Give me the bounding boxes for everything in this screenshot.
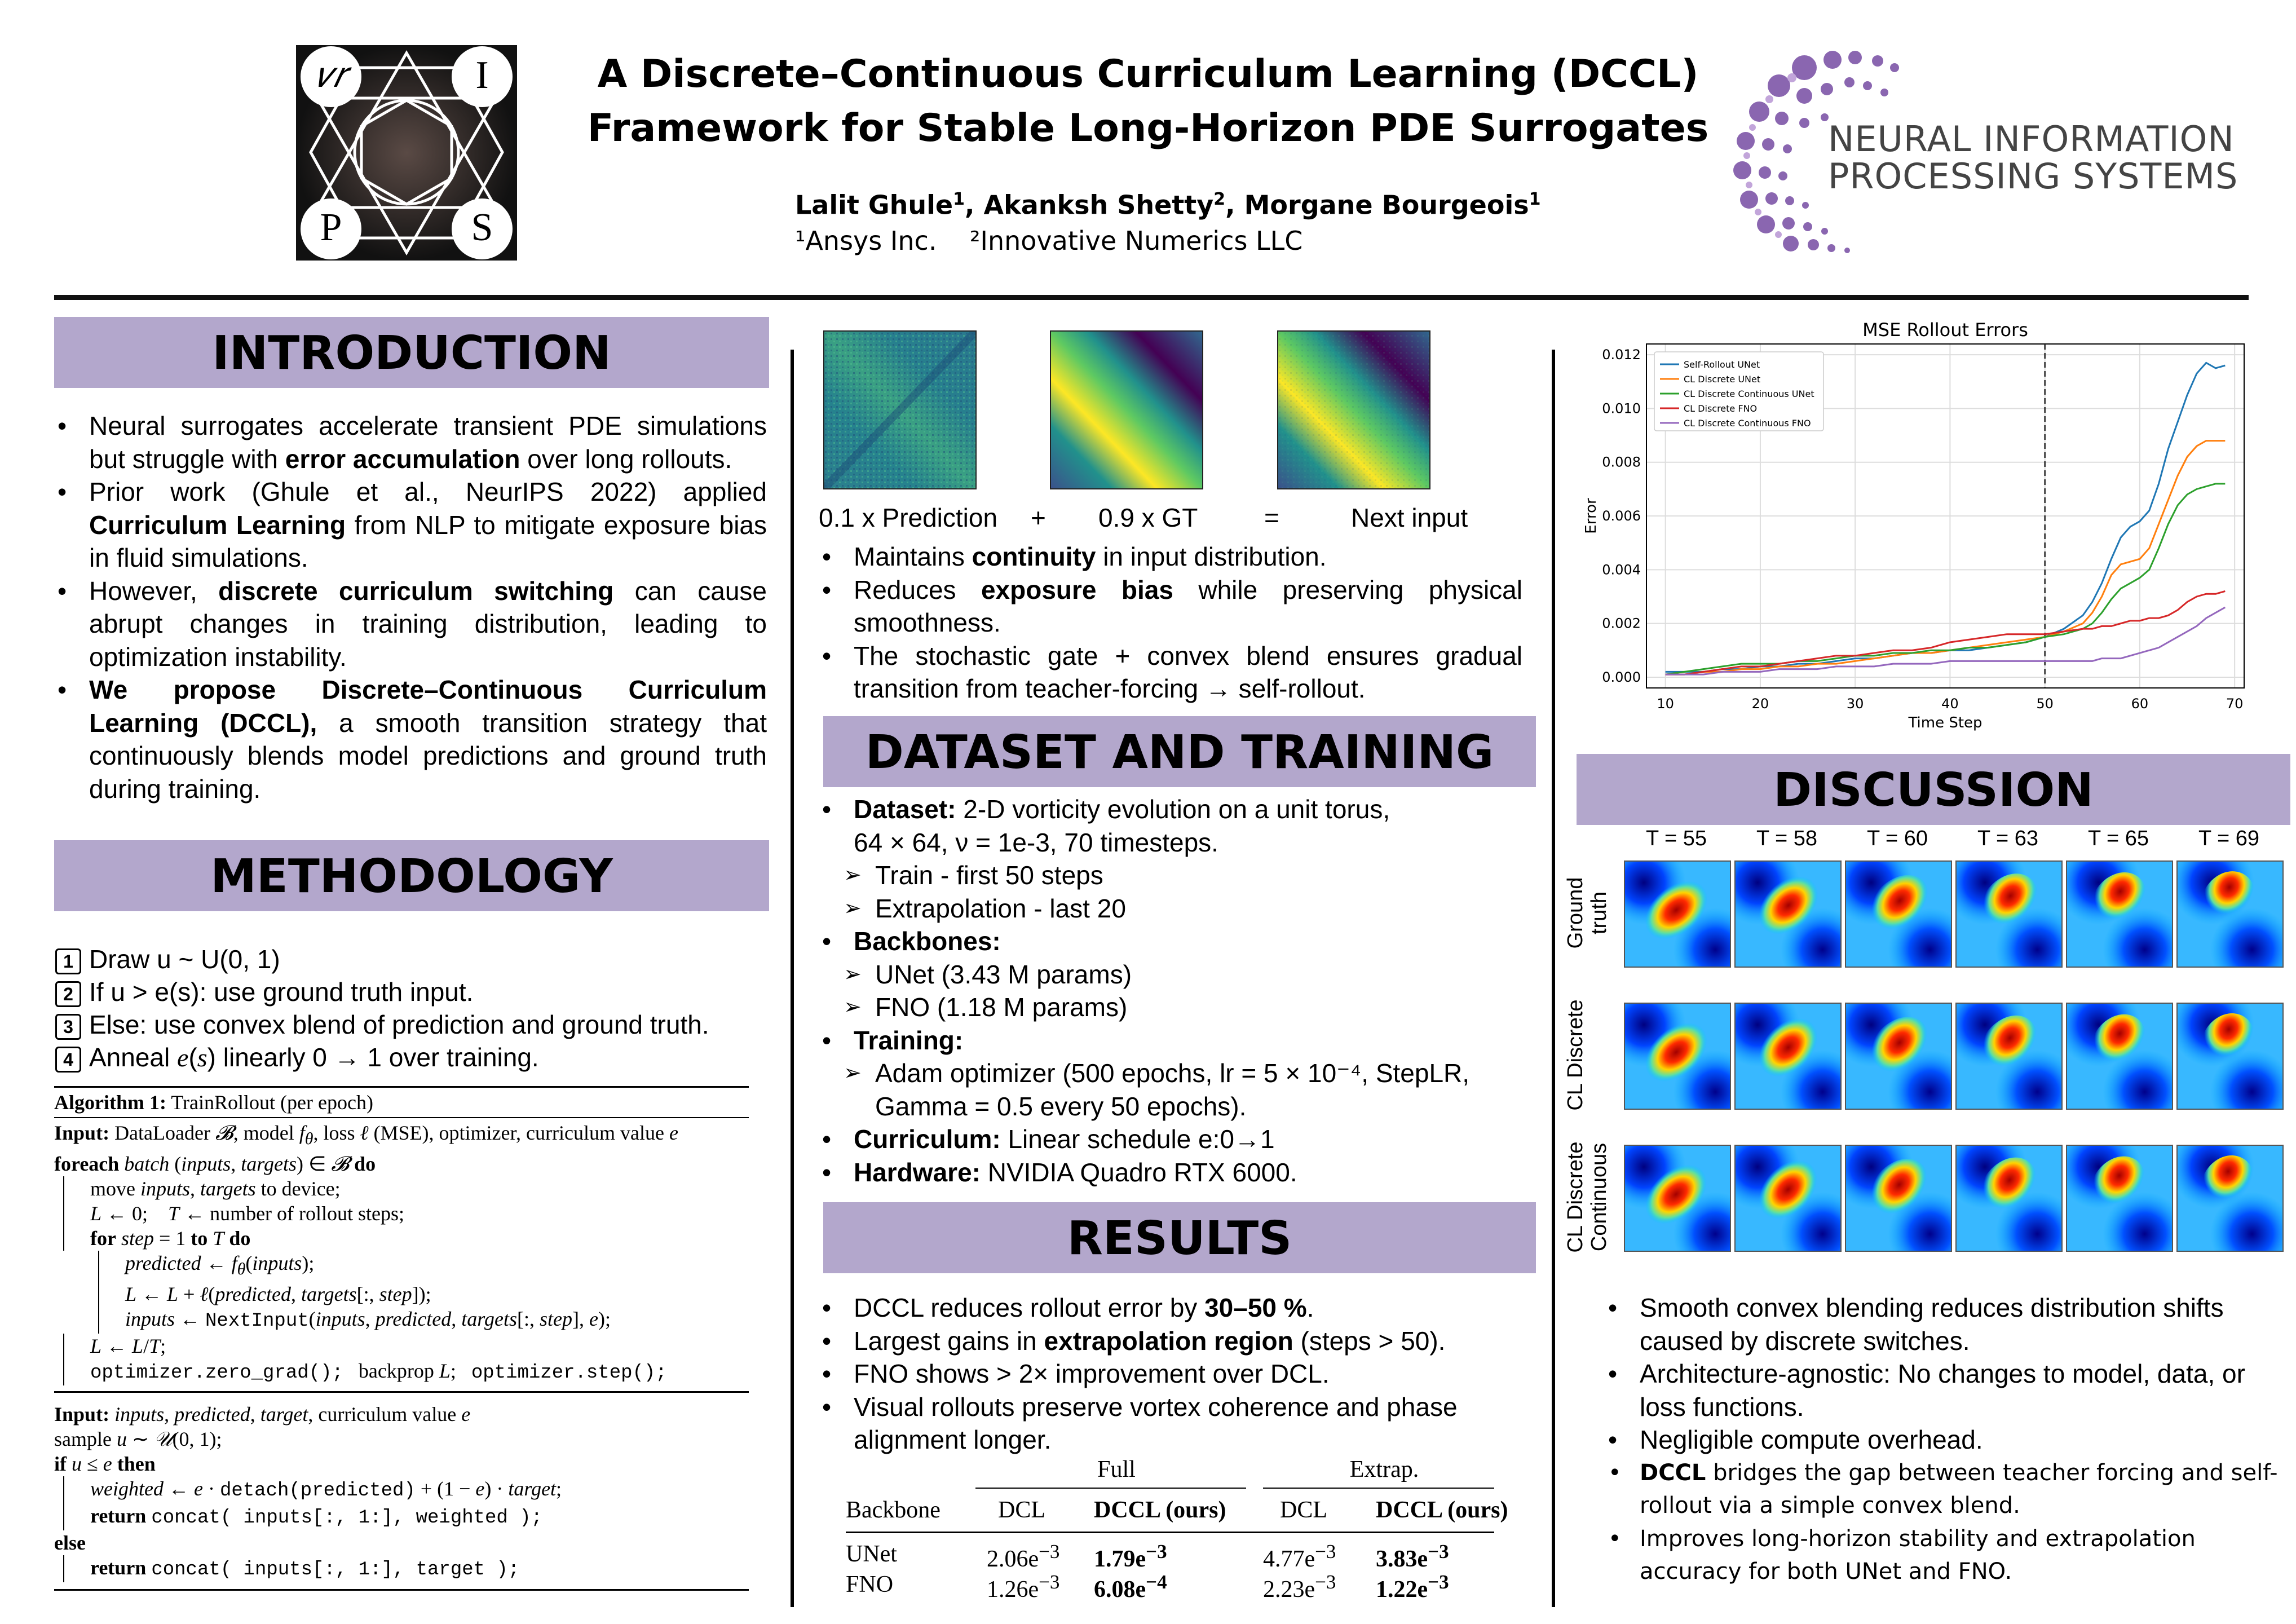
group-rule-extrap	[1263, 1488, 1494, 1489]
neurips-logo-line-1: NEURAL INFORMATION	[1828, 118, 2235, 160]
chart-ytick-label: 0.012	[1602, 347, 1641, 363]
table-cell: $1.79e^{-3}$	[1094, 1541, 1167, 1572]
chart-legend-label: CL Discrete FNO	[1684, 403, 1758, 414]
author-affil-mark: 1	[1529, 189, 1541, 209]
blend-equation	[819, 500, 1495, 536]
chart-xtick-label: 70	[2226, 696, 2244, 712]
dataset-subbullet: ➢ FNO (1.18 M params)	[819, 991, 1522, 1024]
bullet-item: • Architecture-agnostic: No changes to model, data, or loss functions.	[1605, 1357, 2281, 1423]
discussion-time-label: T = 65	[2087, 827, 2149, 850]
discussion-bullets	[1605, 1291, 2281, 1588]
discussion-row-label-line: truth	[1587, 891, 1611, 935]
vorticity-snapshot	[1845, 1003, 1952, 1110]
chart-ytick-label: 0.008	[1602, 454, 1641, 470]
algo-line: Input: inputs, predicted, target, curriculum value e	[54, 1403, 471, 1426]
vorticity-snapshot-svg	[1957, 862, 2061, 967]
chart-ytick-label: 0.004	[1602, 562, 1641, 578]
dataset-bullets	[819, 793, 1522, 1189]
bullet-item: • DCCL bridges the gap between teacher forcing and self-rollout via a simple convex blend.	[1605, 1457, 2281, 1522]
vorticity-snapshot-svg	[1957, 1146, 2061, 1251]
results-header: RESULTS	[823, 1202, 1536, 1273]
chart-xlabel: Time Step	[1908, 714, 1982, 731]
vorticity-snapshot	[2176, 860, 2284, 968]
bullet-item: • However, discrete curriculum switching can cause abrupt changes in training distribution, leading to optimization instability.	[54, 575, 767, 674]
author-affil-mark: 2	[1213, 189, 1226, 209]
chart-xtick-label: 20	[1751, 696, 1769, 712]
vorticity-snapshot	[1624, 1003, 1731, 1110]
chart-legend-label: CL Discrete Continuous FNO	[1684, 418, 1811, 429]
ground-truth-field-svg	[1051, 332, 1202, 488]
discussion-row-label-line: Continuous	[1587, 1142, 1611, 1252]
vorticity-snapshot	[1845, 1145, 1952, 1252]
vorticity-snapshot-svg	[2178, 1004, 2282, 1109]
vorticity-snapshot	[2066, 1145, 2173, 1252]
step-text: If u > e(s): use ground truth input.	[89, 977, 474, 1007]
author-list	[795, 182, 1540, 223]
label-equals: =	[1264, 503, 1279, 532]
authors-block	[795, 182, 1540, 259]
vorticity-snapshot	[1624, 1145, 1731, 1252]
table-cell: $3.83e^{-3}$	[1376, 1541, 1449, 1572]
header-divider	[54, 295, 2249, 300]
emblem-letter-i: I	[475, 54, 489, 97]
author-name: Lalit Ghule	[795, 189, 953, 220]
neurips-logo	[1720, 45, 2238, 265]
vorticity-snapshot-svg	[2178, 1146, 2282, 1251]
algorithm-1	[54, 1086, 749, 1393]
algo-line: move inputs, targets to device;	[63, 1176, 749, 1201]
step-number-badge: 2	[55, 981, 81, 1007]
algo2-bottom-rule	[54, 1589, 749, 1591]
discussion-time-label: T = 55	[1645, 827, 1707, 850]
vorticity-snapshot-svg	[2178, 862, 2282, 967]
step-number-badge: 4	[55, 1047, 81, 1073]
discussion-row-label-line: CL Discrete	[1564, 1141, 1587, 1253]
table-row-label: UNet	[846, 1541, 897, 1567]
step-number-badge: 3	[55, 1014, 81, 1040]
method-step	[55, 1041, 768, 1074]
discussion-header: DISCUSSION	[1577, 754, 2290, 825]
algo-line: if u ≤ e then	[54, 1453, 156, 1475]
vorticity-snapshot-svg	[2067, 1146, 2172, 1251]
chart-legend-label: CL Discrete UNet	[1684, 374, 1761, 385]
table-row-label: FNO	[846, 1572, 894, 1597]
discussion-row-label	[1564, 849, 1609, 977]
next-input-field-svg	[1278, 332, 1429, 488]
bullet-item: • Maintains continuity in input distribution.	[819, 540, 1522, 573]
table-cell: $1.22e^{-3}$	[1376, 1571, 1449, 1603]
method-step	[55, 976, 768, 1008]
discussion-time-label: T = 63	[1977, 827, 2039, 850]
vorticity-snapshot	[2176, 1003, 2284, 1110]
table-cell: $1.26e^{-3}$	[987, 1571, 1060, 1603]
algo-line: return concat( inputs[:, 1:], target );	[63, 1555, 749, 1582]
discussion-row-label-line: CL Discrete	[1564, 999, 1587, 1111]
next-input-field-image	[1277, 330, 1430, 489]
vorticity-snapshot	[2066, 1003, 2173, 1110]
discussion-row-label	[1564, 1133, 1609, 1261]
table-cell: $2.23e^{-3}$	[1263, 1571, 1336, 1603]
algo-line: Input: DataLoader 𝓑, model $f_\theta$, loss ℓ (MSE), optimizer, curriculum value e	[54, 1122, 678, 1149]
dataset-bullet: • Hardware: NVIDIA Quadro RTX 6000.	[819, 1156, 1522, 1189]
prediction-field-svg	[824, 332, 975, 488]
algo-line: else	[54, 1532, 86, 1554]
table-cell: $4.77e^{-3}$	[1263, 1541, 1336, 1572]
group-rule-full	[975, 1488, 1246, 1489]
column-divider-2	[1552, 350, 1555, 1607]
dataset-bullet: • Backbones:	[819, 925, 1522, 958]
chart-ytick-label: 0.010	[1602, 400, 1641, 417]
method-step	[55, 1008, 768, 1041]
vorticity-snapshot	[1955, 860, 2063, 968]
table-header-rule	[846, 1532, 1494, 1533]
author-name: Akanksh Shetty	[983, 189, 1214, 220]
discussion-time-label: T = 58	[1756, 827, 1818, 850]
results-bullets	[819, 1291, 1522, 1457]
bullet-item: • We propose Discrete–Continuous Curriculum Learning (DCCL), a smooth transition strategy that continuously blends model predictions and ground truth during training.	[54, 673, 767, 805]
bullet-item: • Visual rollouts preserve vortex coherence and phase alignment longer.	[819, 1391, 1522, 1457]
vorticity-snapshot	[1734, 860, 1842, 968]
chart-legend-label: CL Discrete Continuous UNet	[1684, 389, 1814, 399]
title-line-1: A Discrete–Continuous Curriculum Learning (DCCL)	[597, 52, 1699, 96]
label-prediction: 0.1 x Prediction	[819, 503, 998, 532]
step-text: Draw u ~ U(0, 1)	[89, 945, 280, 974]
author-separator: ,	[965, 189, 984, 220]
discussion-figure	[1556, 827, 2289, 1266]
algo-line: weighted ← e · detach(predicted) + (1 − e) · target;	[63, 1476, 749, 1503]
dataset-bullet: • Dataset: 2-D vorticity evolution on a unit torus, 64 × 64, ν = 1e-3, 70 timesteps.	[819, 793, 1522, 859]
label-plus: +	[1031, 503, 1046, 532]
chart-xtick-label: 60	[2131, 696, 2149, 712]
step-number-badge: 1	[55, 948, 81, 974]
emblem-letter-p: P	[320, 206, 342, 249]
author-affil-mark: 1	[953, 189, 965, 209]
column-divider-1	[791, 350, 794, 1607]
algo-line: predicted ← $f_\theta(inputs)$;	[98, 1251, 749, 1282]
emblem-letter-s: S	[471, 206, 493, 249]
vorticity-snapshot-svg	[1625, 1146, 1730, 1251]
table-cell: $6.08e^{-4}$	[1094, 1571, 1167, 1603]
algo-line: L ← L + ℓ(predicted, targets[:, step]);	[98, 1282, 749, 1307]
vorticity-snapshot-svg	[1625, 862, 1730, 967]
vorticity-snapshot-svg	[1736, 1004, 1840, 1109]
dataset-subbullet: ➢ Train - first 50 steps	[819, 859, 1522, 892]
author-name: Morgane Bourgeois	[1244, 189, 1529, 220]
bullet-item: • Reduces exposure bias while preserving physical smoothness.	[819, 573, 1522, 639]
col-header-dccl-full: DCCL (ours)	[1094, 1497, 1226, 1523]
vorticity-snapshot-svg	[1846, 862, 1951, 967]
bullet-item: • Improves long-horizon stability and extrapolation accuracy for both UNet and FNO.	[1605, 1522, 2281, 1588]
chart-title: MSE Rollout Errors	[1862, 319, 2028, 341]
algo-line: L ← L/T;	[63, 1334, 749, 1358]
discussion-time-label: T = 69	[2198, 827, 2260, 850]
introduction-header: INTRODUCTION	[54, 317, 769, 388]
method-step	[55, 943, 768, 976]
algo-line: inputs ← NextInput(inputs, predicted, targets[:, step], e);	[98, 1307, 749, 1334]
algo-line: sample u ∼ 𝒰(0, 1);	[54, 1428, 222, 1450]
label-gt: 0.9 x GT	[1098, 503, 1198, 532]
bullet-item: • Negligible compute overhead.	[1605, 1423, 2281, 1457]
bullet-item: • Largest gains in extrapolation region (steps > 50).	[819, 1325, 1522, 1358]
dataset-subbullet: ➢ Adam optimizer (500 epochs, lr = 5 × 10⁻⁴, StepLR, Gamma = 0.5 every 50 epochs).	[819, 1057, 1522, 1123]
bullet-item: • Neural surrogates accelerate transient PDE simulations but struggle with error accumulation over long rollouts.	[54, 409, 767, 475]
vorticity-snapshot	[1955, 1145, 2063, 1252]
discussion-time-label: T = 60	[1866, 827, 1928, 850]
vorticity-snapshot-svg	[2067, 1004, 2172, 1109]
vorticity-snapshot-svg	[1736, 862, 1840, 967]
algo-line: L ← 0; T ← number of rollout steps;	[63, 1201, 749, 1226]
group-header-extrap: Extrap.	[1349, 1457, 1419, 1482]
algo1-body	[54, 1118, 749, 1388]
algo-line: optimizer.zero_grad(); backprop L; optimizer.step();	[63, 1358, 749, 1385]
vorticity-snapshot	[2066, 860, 2173, 968]
step-text: Else: use convex blend of prediction and ground truth.	[89, 1010, 709, 1039]
bullet-item: • Smooth convex blending reduces distribution shifts caused by discrete switches.	[1605, 1291, 2281, 1357]
chart-xtick-label: 10	[1657, 696, 1674, 712]
col-header-dccl-extrap: DCCL (ours)	[1376, 1497, 1508, 1523]
dataset-bullet: • Curriculum: Linear schedule e:0→1	[819, 1123, 1522, 1156]
discussion-row-label-line: Ground	[1564, 877, 1587, 949]
vorticity-snapshot-svg	[1957, 1004, 2061, 1109]
dataset-subbullet: ➢ UNet (3.43 M params)	[819, 958, 1522, 991]
chart-series-line	[1666, 441, 2226, 675]
algo1-title: Algorithm 1: TrainRollout (per epoch)	[54, 1091, 373, 1114]
vorticity-snapshot-svg	[2067, 862, 2172, 967]
bullet-item: • Prior work (Ghule et al., NeurIPS 2022) applied Curriculum Learning from NLP to mitigate exposure bias in fluid simulations.	[54, 475, 767, 575]
label-next-input: Next input	[1351, 503, 1468, 532]
step-text: Anneal e(s) linearly 0 → 1 over training.	[89, 1043, 539, 1072]
chart-ylabel: Error	[1583, 498, 1600, 534]
affiliations: ¹Ansys Inc. ²Innovative Numerics LLC	[795, 226, 1303, 257]
vorticity-snapshot-svg	[1625, 1004, 1730, 1109]
dataset-header: DATASET AND TRAINING	[823, 716, 1536, 787]
col-header-dcl-full: DCL	[998, 1497, 1045, 1523]
neurips-logo-line-2: PROCESSING SYSTEMS	[1828, 156, 2238, 197]
ground-truth-field-image	[1050, 330, 1203, 489]
group-header-full: Full	[1097, 1457, 1136, 1482]
chart-ytick-label: 0.000	[1602, 669, 1641, 685]
algorithm-next-input	[54, 1400, 749, 1591]
title-line-2: Framework for Stable Long-Horizon PDE Surrogates	[587, 106, 1709, 151]
bullet-item: • DCCL reduces rollout error by 30–50 %.	[819, 1291, 1522, 1325]
bullet-item: • The stochastic gate + convex blend ensures gradual transition from teacher-forcing → self-rollout.	[819, 639, 1522, 705]
col-header-dcl-extrap: DCL	[1280, 1497, 1327, 1523]
vorticity-snapshot	[2176, 1145, 2284, 1252]
chart-series-line	[1666, 484, 2226, 674]
algo-line: return concat( inputs[:, 1:], weighted );	[63, 1503, 749, 1530]
algo-line: foreach batch (inputs, targets) ∈ 𝓑 do	[54, 1153, 376, 1176]
prediction-field-image	[823, 330, 977, 489]
methodology-steps	[55, 943, 768, 1074]
chart-xtick-label: 50	[2036, 696, 2054, 712]
methodology-header: METHODOLOGY	[54, 840, 769, 911]
vorticity-snapshot	[1734, 1003, 1842, 1110]
chart-xtick-label: 30	[1846, 696, 1864, 712]
algo1-bottom-rule	[54, 1391, 749, 1393]
chart-xtick-label: 40	[1941, 696, 1959, 712]
mse-chart-svg	[1579, 316, 2261, 733]
chart-ytick-label: 0.006	[1602, 508, 1641, 524]
vorticity-snapshot	[1955, 1003, 2063, 1110]
blend-bullets	[819, 540, 1522, 705]
vorticity-snapshot-svg	[1846, 1004, 1951, 1109]
vorticity-snapshot-svg	[1846, 1146, 1951, 1251]
introduction-bullets	[54, 409, 767, 805]
algo2-body	[54, 1400, 749, 1585]
vorticity-snapshot	[1845, 860, 1952, 968]
chart-ytick-label: 0.002	[1602, 615, 1641, 632]
chart-legend-label: Self-Rollout UNet	[1684, 359, 1760, 370]
vorticity-snapshot	[1624, 860, 1731, 968]
vorticity-snapshot	[1734, 1145, 1842, 1252]
dataset-subbullet: ➢ Extrapolation - last 20	[819, 892, 1522, 925]
discussion-row-label	[1564, 991, 1609, 1119]
emblem-letter-vr: 𝜈𝑟	[315, 55, 347, 95]
col-header-backbone: Backbone	[846, 1497, 941, 1523]
vorticity-snapshot-svg	[1736, 1146, 1840, 1251]
author-separator: ,	[1225, 189, 1244, 220]
bullet-item: • FNO shows > 2× improvement over DCL.	[819, 1357, 1522, 1391]
dataset-bullet: • Training:	[819, 1024, 1522, 1057]
table-cell: $2.06e^{-3}$	[987, 1541, 1060, 1572]
mse-chart	[1579, 316, 2261, 733]
algo-line: for step = 1 to T do	[63, 1226, 749, 1251]
